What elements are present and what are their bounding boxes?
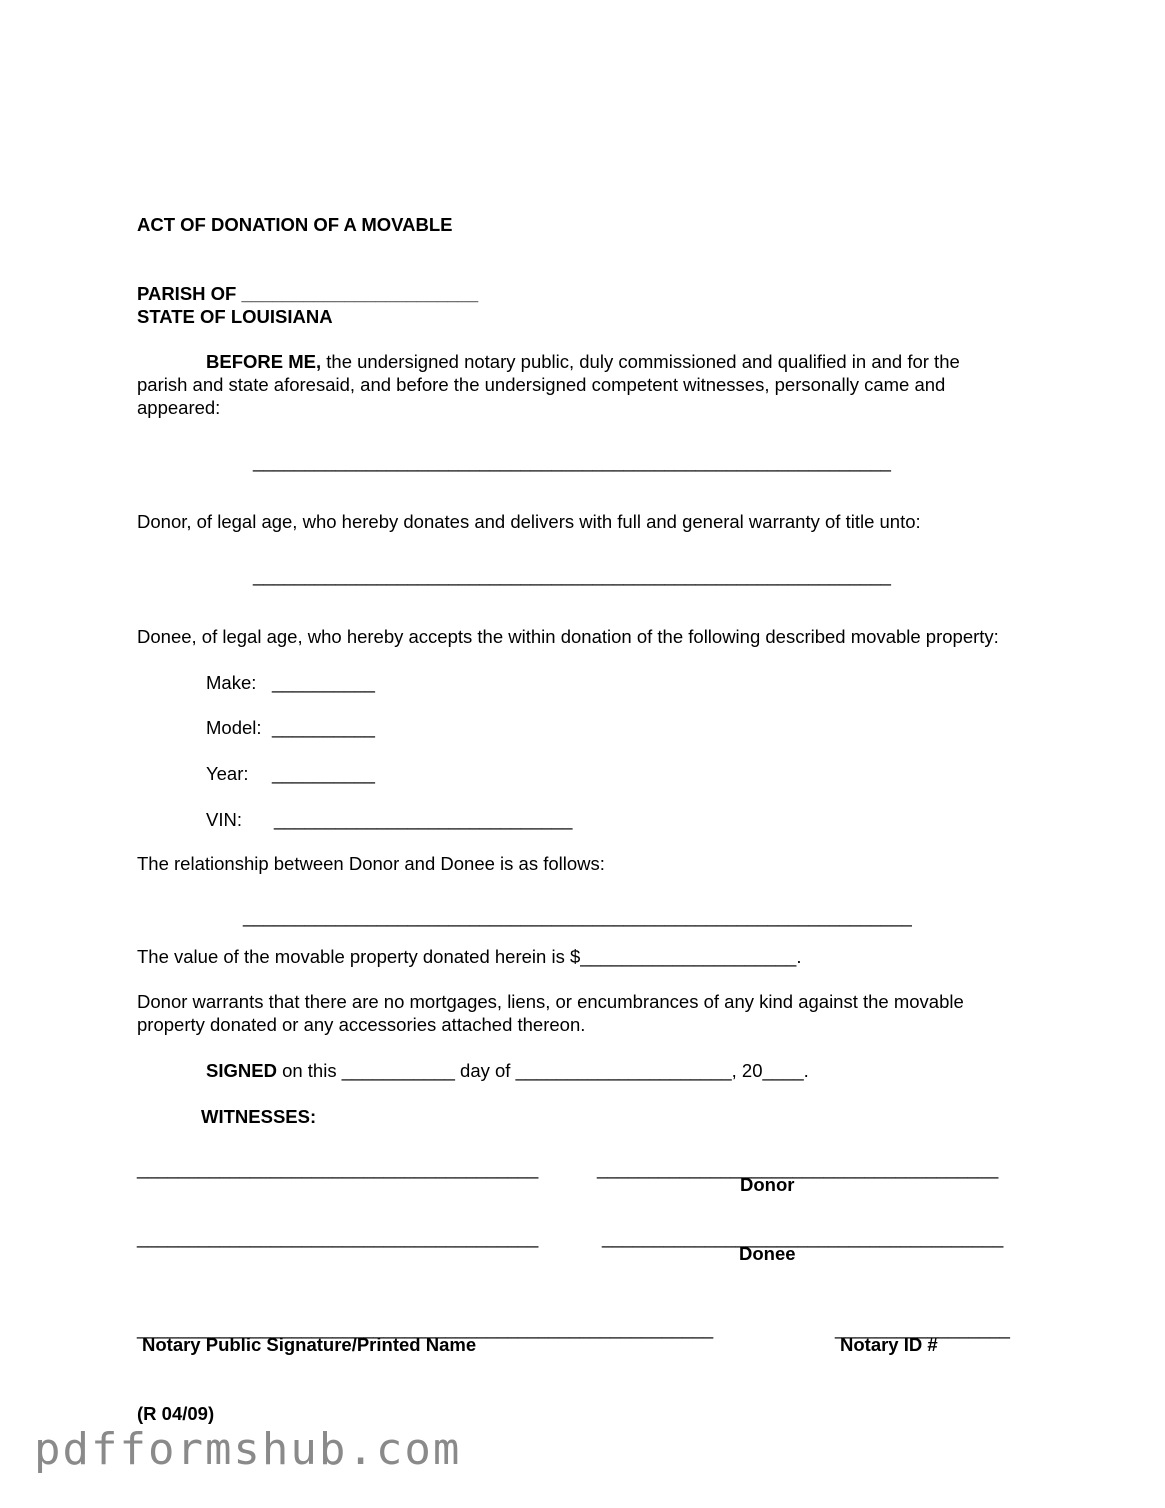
donor-name-blank: ______________________________________________________________: [253, 451, 891, 472]
vin-label: VIN:: [206, 809, 242, 830]
donor-signature-line: _______________________________________: [597, 1158, 999, 1179]
donor-clause: Donor, of legal age, who hereby donates and delivers with full and general warranty of title unto:: [137, 511, 921, 532]
intro-text: the undersigned notary public, duly commissioned and qualified in and for the parish and state aforesaid, and before the undersigned competent witnesses, personally came and appeared:: [137, 351, 960, 418]
signed-bold: SIGNED: [206, 1060, 277, 1081]
donee-label: Donee: [739, 1243, 796, 1264]
warranty-clause: Donor warrants that there are no mortgages, liens, or encumbrances of any kind against the movable property donated or any accessories attached thereon.: [137, 991, 964, 1035]
make-label: Make:: [206, 672, 257, 693]
witness1-signature-line: _______________________________________: [137, 1158, 539, 1179]
notary-signature-label: Notary Public Signature/Printed Name: [142, 1334, 477, 1355]
notary-id-label: Notary ID #: [840, 1334, 938, 1355]
revision-code: (R 04/09): [137, 1403, 215, 1424]
donor-label: Donor: [740, 1174, 795, 1195]
document-title: ACT OF DONATION OF A MOVABLE: [137, 214, 453, 235]
notary-id-line: _________________: [835, 1318, 1010, 1339]
site-watermark: pdfformshub.com: [34, 1424, 462, 1475]
donee-clause: Donee, of legal age, who hereby accepts the within donation of the following described movable property:: [137, 626, 999, 647]
year-blank: __________: [272, 763, 375, 784]
value-clause: The value of the movable property donated herein is $_____________________.: [137, 946, 802, 967]
year-label: Year:: [206, 763, 249, 784]
intro-bold: BEFORE ME,: [206, 351, 322, 372]
state-line: STATE OF LOUISIANA: [137, 306, 333, 327]
model-label: Model:: [206, 717, 262, 738]
parish-line: PARISH OF _______________________: [137, 283, 479, 304]
notary-signature-line: ________________________________________________________: [137, 1318, 714, 1339]
witnesses-label: WITNESSES:: [201, 1106, 317, 1127]
model-blank: __________: [272, 717, 375, 738]
witness2-signature-line: _______________________________________: [137, 1227, 539, 1248]
donee-signature-line: _______________________________________: [602, 1227, 1004, 1248]
intro-paragraph: [137, 350, 997, 419]
relationship-blank: _________________________________________________________________: [243, 906, 912, 927]
vin-blank: _____________________________: [274, 809, 573, 830]
signed-text: on this ___________ day of _____________________, 20____.: [276, 1060, 809, 1081]
signed-line: [206, 1059, 809, 1082]
make-blank: __________: [272, 672, 375, 693]
relationship-clause: The relationship between Donor and Donee is as follows:: [137, 853, 605, 874]
donee-name-blank: ______________________________________________________________: [253, 565, 891, 586]
